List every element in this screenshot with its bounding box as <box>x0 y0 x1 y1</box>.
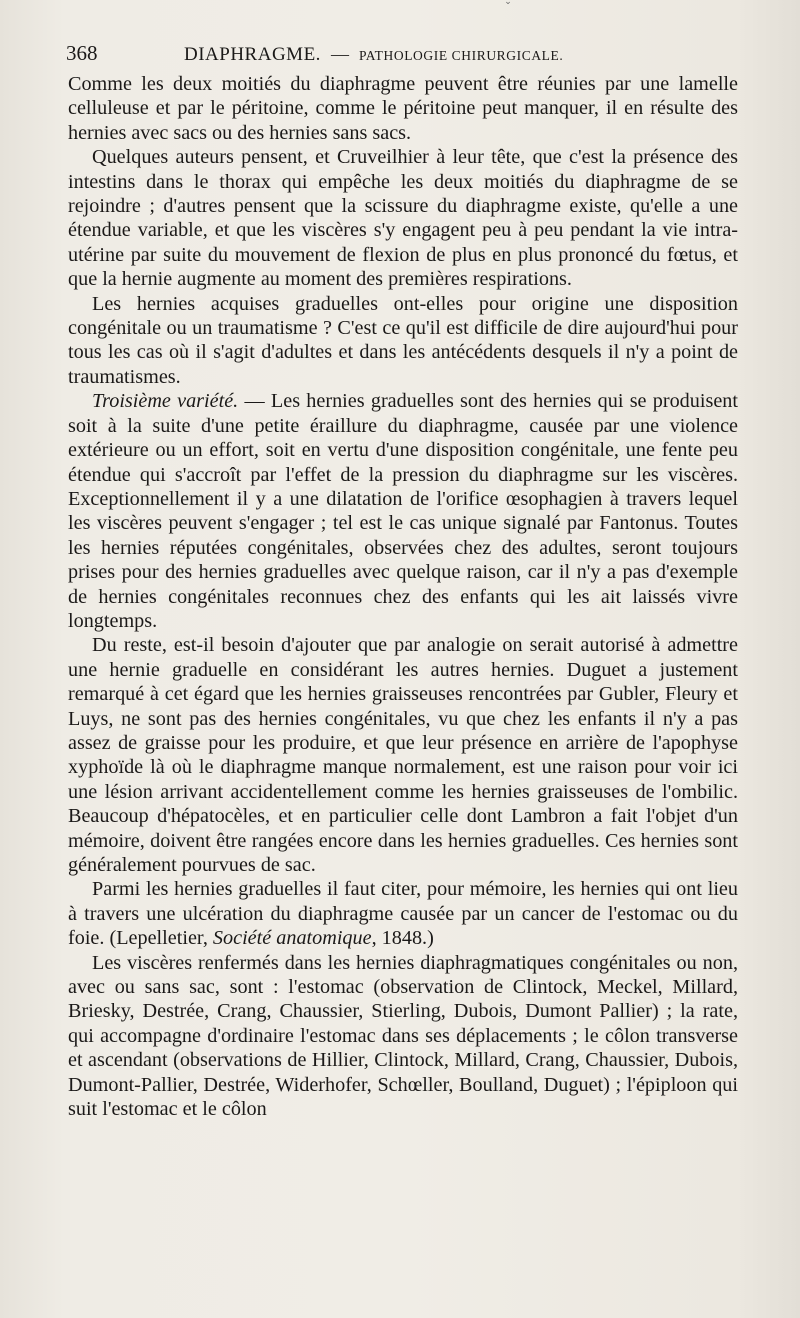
paragraph-6-text-before: Parmi les hernies graduelles il faut citer, pour mémoire, les hernies qui ont lieu à travers une ulcération du diaphragme causée par un cancer de l'estomac ou du foie. (Lepelletier, <box>68 878 738 950</box>
paragraph-6 <box>68 877 738 950</box>
page-top-ornament: ⌄ <box>504 0 512 7</box>
paragraph-4 <box>68 389 738 633</box>
paragraph-1-text: Comme les deux moitiés du diaphragme peuvent être réunies par une lamelle celluleuse et par le péritoine, comme le péritoine peut manquer, il en résulte des hernies avec sacs ou des hernies sans sacs. <box>68 73 738 144</box>
body-text <box>68 72 738 1121</box>
header-title: DIAPHRAGME. <box>184 44 321 65</box>
page-number: 368 <box>66 41 98 65</box>
paragraph-4-text: — Les hernies graduelles sont des hernies qui se produisent soit à la suite d'une petite éraillure du diaphragme, causée par une violence extérieure ou un effort, soit en vertu d'une disposition congénitale, une fente peu étendue qui s'accroît par l'effet de la pression du diaphragme sur les viscères. Exceptionnellement il y a une dilatation de l'orifice œsophagien à travers lequel les viscères peuvent s'engager ; tel est le cas unique signalé par Fantonus. Toutes les hernies réputées congénitales, observées chez des adultes, seront toujours prises pour des hernies graduelles avec quelque raison, car il n'y a pas d'exemple de hernies congénitales reconnues chez des enfants qui les ait laissés vivre longtemps. <box>68 390 738 632</box>
paragraph-7 <box>68 951 738 1122</box>
paragraph-2 <box>68 145 738 291</box>
paragraph-1 <box>68 72 738 145</box>
header-subtitle: PATHOLOGIE CHIRURGICALE. <box>358 48 564 63</box>
paragraph-6-text-after: , 1848.) <box>371 927 434 950</box>
header-dash: — <box>330 44 349 64</box>
paragraph-5 <box>68 633 738 877</box>
paragraph-2-text: Quelques auteurs pensent, et Cruveilhier à leur tête, que c'est la présence des intestins dans le thorax qui empêche les deux moitiés du diaphragme de se rejoindre ; d'autres pensent que la scissure du diaphragme existe, qu'elle a une étendue variable, et que les viscères s'y engagent peu à peu pendant la vie intra-utérine par suite du mouvement de flexion de plus en plus prononcé du fœtus, et que la hernie augmente au moment des premières respirations. <box>68 146 738 291</box>
section-heading-italic: Troisième variété. <box>92 390 239 413</box>
citation-source-italic: Société anatomique <box>212 927 372 950</box>
paragraph-3 <box>68 292 738 390</box>
paragraph-7-text: Les viscères renfermés dans les hernies diaphragmatiques congénitales ou non, avec ou sans sac, sont : l'estomac (observation de Clintock, Meckel, Millard, Briesky, Destrée, Crang, Chaussier, Stierling, Dubois, Dumont Pallier) ; la rate, qui accompagne d'ordinaire l'estomac dans ses déplacements ; le côlon transverse et ascendant (observations de Hillier, Clintock, Millard, Crang, Chaussier, Dubois, Dumont-Pallier, Destrée, Widerhofer, Schœller, Boulland, Duguet) ; l'épiploon qui suit l'estomac et le côlon <box>68 951 738 1121</box>
paragraph-5-text: Du reste, est-il besoin d'ajouter que par analogie on serait autorisé à admettre une hernie graduelle en considérant les autres hernies. Duguet a justement remarqué à cet égard que les hernies graisseuses rencontrées par Gubler, Fleury et Luys, ne sont pas des hernies congénitales, vu que chez les enfants il n'y a pas assez de graisse pour les produire, et que leur présence en arrière de l'apophyse xyphoïde là où le diaphragme manque normalement, est une raison pour voir ici une lésion arrivant accidentellement comme les hernies graisseuses de l'ombilic. Beaucoup d'hépatocèles, et en particulier celle dont Lambron a fait l'objet d'un mémoire, doivent être rangées encore dans les hernies graduelles. Ces hernies sont généralement pourvues de sac. <box>68 634 738 876</box>
paragraph-3-text: Les hernies acquises graduelles ont-elles pour origine une disposition congénitale ou un traumatisme ? C'est ce qu'il est difficile de dire aujourd'hui pour tous les cas où il s'agit d'adultes et dans les antécédents desquels il n'y a point de traumatismes. <box>68 292 738 388</box>
running-header <box>66 41 738 71</box>
